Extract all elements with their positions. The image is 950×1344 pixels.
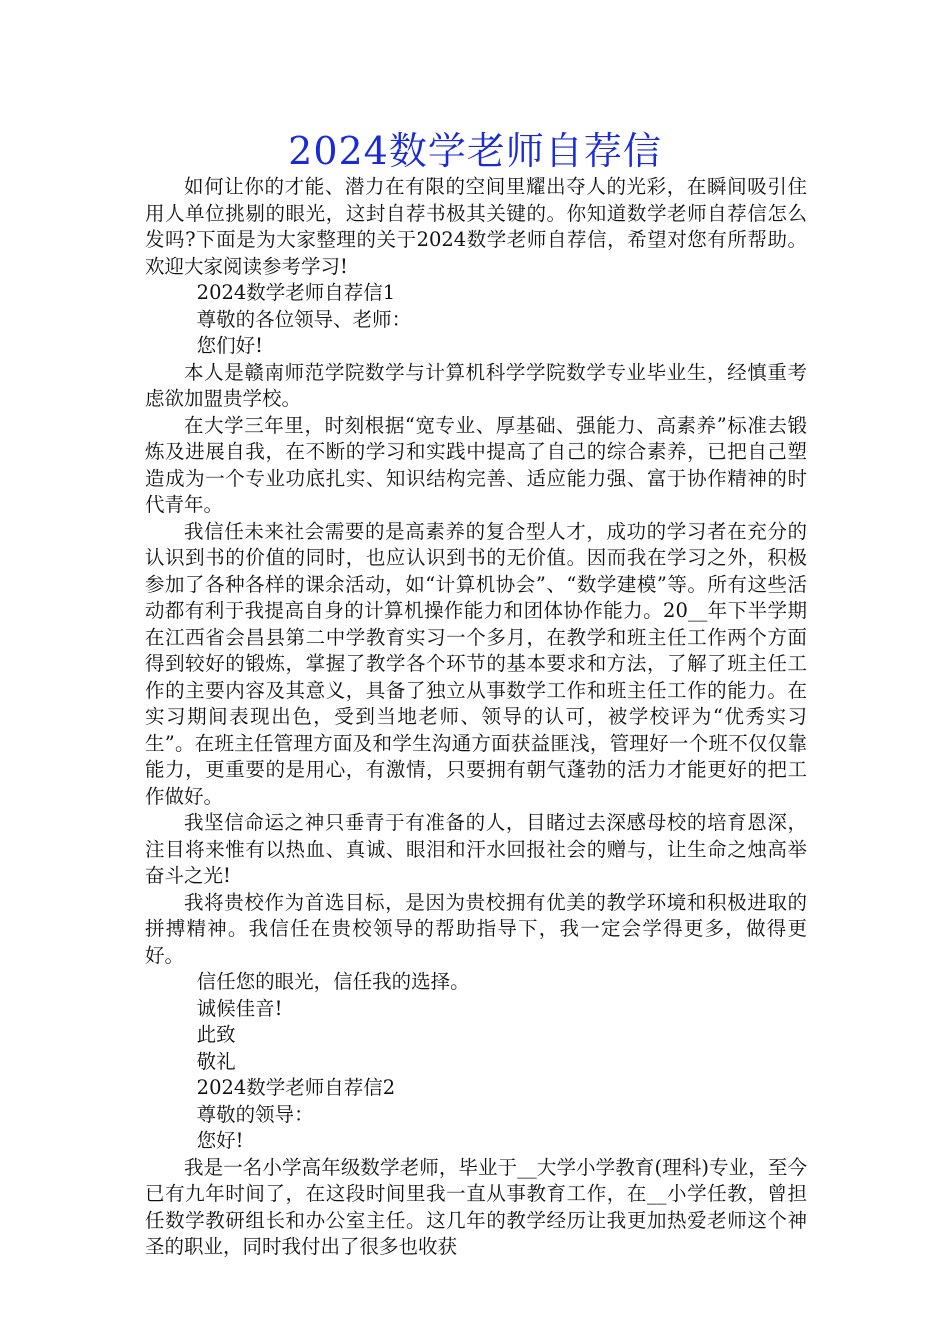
closing-line: 此致: [196, 1023, 236, 1046]
body-paragraph: 我坚信命运之神只垂青于有准备的人，目睹过去深感母校的培育恩深，注目将来惟有以热血、真诚、眼泪和汗水回报社会的赠与，让生命之烛高举奋斗之光!: [145, 811, 807, 887]
document-title: 2024数学老师自荐信: [288, 129, 662, 173]
body-paragraph: 在大学三年里，时刻根据“宽专业、厚基础、强能力、高素养”标准去锻炼及进展自我，在不断的学习和实践中提高了自己的综合素养，已把自己塑造成为一个专业功底扎实、知识结构完善、适应能力强、富于协作精神的时代青年。: [145, 413, 807, 516]
greeting: 您好!: [196, 1129, 244, 1152]
salutation: 尊敬的领导：: [196, 1102, 314, 1126]
section-heading: 2024数学老师自荐信1: [196, 281, 396, 304]
closing-line: 诚候佳音!: [196, 996, 283, 1020]
body-paragraph: 本人是赣南师范学院数学与计算机科学学院数学专业毕业生，经慎重考虑欲加盟贵学校。: [145, 360, 807, 410]
greeting: 您们好!: [196, 334, 264, 357]
document-body: [145, 174, 807, 1261]
closing-line: 敬礼: [196, 1049, 236, 1073]
closing-line: 信任您的眼光，信任我的选择。: [196, 970, 470, 993]
body-paragraph: 我是一名小学高年级数学老师，毕业于__大学小学教育(理科)专业，至今已有九年时间了，在这段时间里我一直从事教育工作，在__小学任教，曾担任数学教研组长和办公室主任。这几年的教学经历让我更加热爱老师这个神圣的职业，同时我付出了很多也收获: [145, 1155, 807, 1258]
salutation: 尊敬的各位领导、老师：: [196, 307, 412, 331]
body-paragraph: 我将贵校作为首选目标，是因为贵校拥有优美的教学环境和积极进取的拼搏精神。我信任在贵校领导的帮助指导下，我一定会学得更多，做得更好。: [145, 890, 807, 967]
intro-paragraph: 如何让你的才能、潜力在有限的空间里耀出夺人的光彩，在瞬间吸引住用人单位挑剔的眼光，这封自荐书极其关键的。你知道数学老师自荐信怎么发吗?下面是为大家整理的关于2024数学老师自荐信，希望对您有所帮助。欢迎大家阅读参考学习!: [145, 175, 807, 278]
section-heading: 2024数学老师自荐信2: [196, 1076, 396, 1099]
body-paragraph: 我信任未来社会需要的是高素养的复合型人才，成功的学习者在充分的认识到书的价值的同时，也应认识到书的无价值。因而我在学习之外，积极参加了各种各样的课余活动，如“计算机协会”、“数学建模”等。所有这些活动都有利于我提高自身的计算机操作能力和团体协作能力。20__年下半学期在江西省会昌县第二中学教育实习一个多月，在教学和班主任工作两个方面得到较好的锻炼，掌握了教学各个环节的基本要求和方法，了解了班主任工作的主要内容及其意义，具备了独立从事数学工作和班主任工作的能力。在实习期间表现出色，受到当地老师、领导的认可，被学校评为“优秀实习生”。在班主任管理方面及和学生沟通方面获益匪浅，管理好一个班不仅仅靠能力，更重要的是用心，有激情，只要拥有朝气蓬勃的活力才能更好的把工作做好。: [145, 519, 807, 808]
